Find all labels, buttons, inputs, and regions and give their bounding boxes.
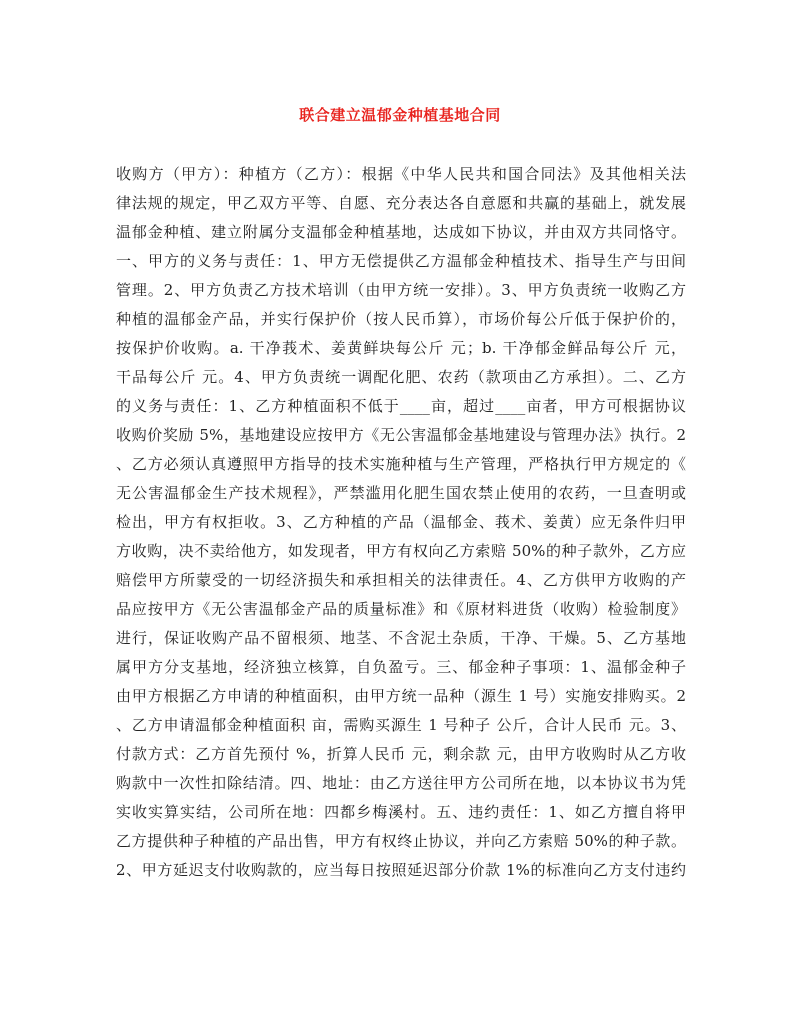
document-title: 联合建立温郁金种植基地合同 xyxy=(299,106,501,124)
body-line: 2、甲方延迟支付收购款的，应当每日按照延迟部分价款 1%的标准向乙方支付违约 xyxy=(116,861,686,879)
body-line: 按保护价收购。a. 干净莪术、姜黄鲜块每公斤 元；b. 干净郁金鲜品每公斤 元， xyxy=(116,339,686,357)
body-line: 赔偿甲方所蒙受的一切经济损失和承担相关的法律责任。4、乙方供甲方收购的产 xyxy=(116,571,686,589)
body-line: 乙方提供种子种植的产品出售，甲方有权终止协议，并向乙方索赔 50%的种子款。 xyxy=(116,832,686,850)
body-line: 由甲方根据乙方申请的种植面积，由甲方统一品种（源生 1 号）实施安排购买。2 xyxy=(116,687,686,705)
body-line: 种植的温郁金产品，并实行保护价（按人民币算），市场价每公斤低于保护价的， xyxy=(116,310,686,328)
body-line: 付款方式：乙方首先预付 %，折算人民币 元，剩余款 元，由甲方收购时从乙方收 xyxy=(116,745,686,763)
body-line: 进行，保证收购产品不留根须、地茎、不含泥土杂质，干净、干燥。5、乙方基地 xyxy=(116,629,686,647)
body-line: 品应按甲方《无公害温郁金产品的质量标准》和《原材料进货（收购）检验制度》 xyxy=(116,600,686,618)
body-line: 律法规的规定，甲乙双方平等、自愿、充分表达各自意愿和共赢的基础上，就发展 xyxy=(116,194,686,212)
body-line: 实收实算实结，公司所在地：四都乡梅溪村。五、违约责任：1、如乙方擅自将甲 xyxy=(116,803,686,821)
body-line: 购款中一次性扣除结清。四、地址：由乙方送往甲方公司所在地，以本协议书为凭 xyxy=(116,774,686,792)
body-line: 属甲方分支基地，经济独立核算，自负盈亏。三、郁金种子事项：1、温郁金种子 xyxy=(116,658,686,676)
body-line: 的义务与责任：1、乙方种植面积不低于____亩，超过____亩者，甲方可根据协议 xyxy=(116,397,686,415)
body-line: 无公害温郁金生产技术规程》，严禁滥用化肥生国农禁止使用的农药，一旦查明或 xyxy=(116,484,686,502)
body-line: 一、甲方的义务与责任：1、甲方无偿提供乙方温郁金种植技术、指导生产与田间 xyxy=(116,252,686,270)
body-line: 方收购，决不卖给他方，如发现者，甲方有权向乙方索赔 50%的种子款外，乙方应 xyxy=(116,542,686,560)
body-line: 检出，甲方有权拒收。3、乙方种植的产品（温郁金、莪术、姜黄）应无条件归甲 xyxy=(116,513,686,531)
body-line: 温郁金种植、建立附属分支温郁金种植基地，达成如下协议，并由双方共同恪守。 xyxy=(116,223,686,241)
body-line: 收购价奖励 5%，基地建设应按甲方《无公害温郁金基地建设与管理办法》执行。2 xyxy=(116,426,686,444)
body-line: 、乙方必须认真遵照甲方指导的技术实施种植与生产管理，严格执行甲方规定的《 xyxy=(116,455,686,473)
body-line: 、乙方申请温郁金种植面积 亩，需购买源生 1 号种子 公斤，合计人民币 元。3、 xyxy=(116,716,686,734)
body-line: 收购方（甲方）：种植方（乙方）：根据《中华人民共和国合同法》及其他相关法 xyxy=(116,165,686,183)
document-body xyxy=(116,160,686,885)
body-line: 管理。2、甲方负责乙方技术培训（由甲方统一安排）。3、甲方负责统一收购乙方 xyxy=(116,281,686,299)
body-line: 干品每公斤 元。4、甲方负责统一调配化肥、农药（款项由乙方承担）。二、乙方 xyxy=(116,368,686,386)
